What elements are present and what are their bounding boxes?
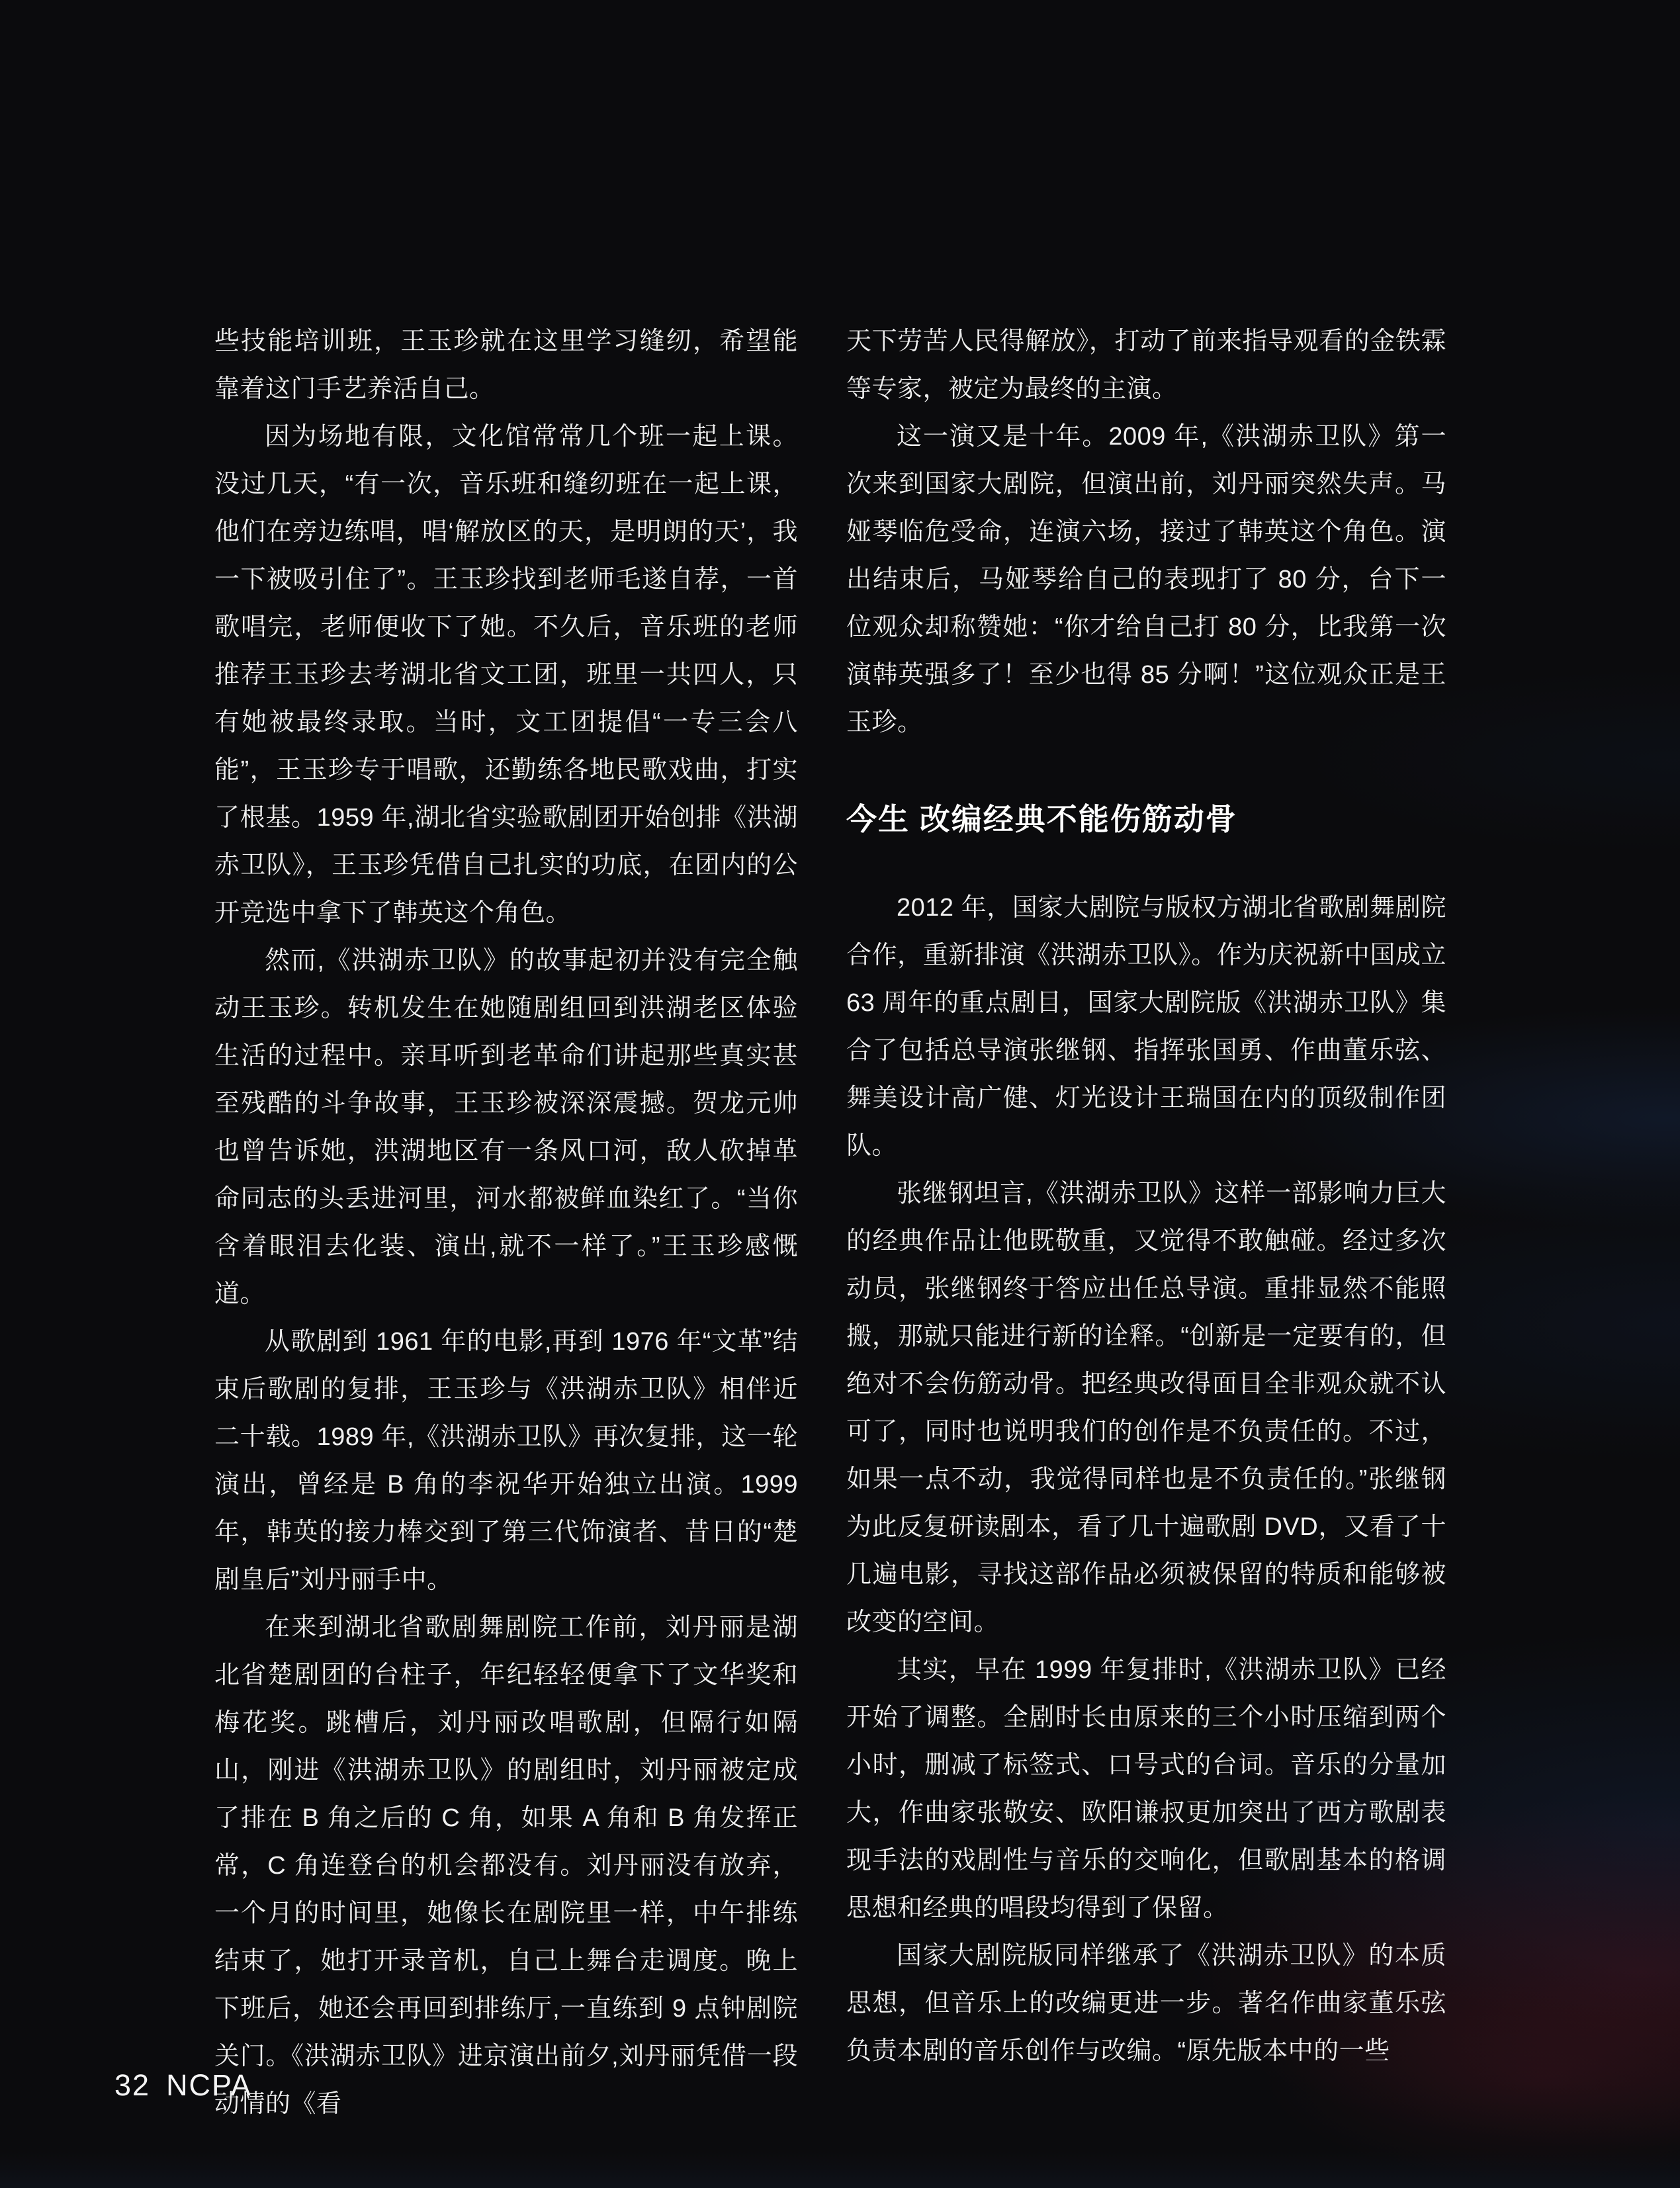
paragraph: 2012 年，国家大剧院与版权方湖北省歌剧舞剧院合作，重新排演《洪湖赤卫队》。作为庆祝新中国成立 63 周年的重点剧目，国家大剧院版《洪湖赤卫队》集合了包括总导演张继钢、指挥张国勇、作曲董乐弦、舞美设计高广健、灯光设计王瑞国在内的顶级制作团队。 — [846, 894, 1446, 1160]
page-number: 32 — [114, 2068, 151, 2102]
section-heading: 今生 改编经典不能伤筋动骨 — [846, 802, 1237, 836]
paragraph: 国家大剧院版同样继承了《洪湖赤卫队》的本质思想，但音乐上的改编更进一步。著名作曲家董乐弦负责本剧的音乐创作与改编。“原先版本中的一些 — [846, 1942, 1446, 2065]
page-footer — [114, 2070, 252, 2101]
magazine-name: NCPA — [166, 2068, 252, 2102]
paragraph: 其实，早在 1999 年复排时,《洪湖赤卫队》已经开始了调整。全剧时长由原来的三个小时压缩到两个小时，删减了标签式、口号式的台词。音乐的分量加大，作曲家张敬安、欧阳谦叔更加突出了西方歌剧表现手法的戏剧性与音乐的交响化，但歌剧基本的格调思想和经典的唱段均得到了保留。 — [846, 1656, 1446, 1922]
paragraph: 张继钢坦言,《洪湖赤卫队》这样一部影响力巨大的经典作品让他既敬重，又觉得不敢触碰。经过多次动员，张继钢终于答应出任总导演。重排显然不能照搬，那就只能进行新的诠释。“创新是一定要有的，但绝对不会伤筋动骨。把经典改得面目全非观众就不认可了，同时也说明我们的创作是不负责任的。不过，如果一点不动，我觉得同样也是不负责任的。”张继钢为此反复研读剧本，看了几十遍歌剧 DVD，又看了十几遍电影，寻找这部作品必须被保留的特质和能够被改变的空间。 — [846, 1180, 1446, 1636]
paragraph: 然而,《洪湖赤卫队》的故事起初并没有完全触动王玉珍。转机发生在她随剧组回到洪湖老区体验生活的过程中。亲耳听到老革命们讲起那些真实甚至残酷的斗争故事，王玉珍被深深震撼。贺龙元帅也曾告诉她，洪湖地区有一条风口河，敌人砍掉革命同志的头丢进河里，河水都被鲜血染红了。“当你含着眼泪去化装、演出,就不一样了。”王玉珍感慨道。 — [214, 947, 798, 1308]
paragraph: 些技能培训班，王玉珍就在这里学习缝纫，希望能靠着这门手艺养活自己。 — [214, 328, 798, 403]
paragraph: 因为场地有限，文化馆常常几个班一起上课。没过几天，“有一次，音乐班和缝纫班在一起上课，他们在旁边练唱，唱‘解放区的天，是明朗的天’，我一下被吸引住了”。王玉珍找到老师毛遂自荐，一首歌唱完，老师便收下了她。不久后，音乐班的老师推荐王玉珍去考湖北省文工团，班里一共四人，只有她被最终录取。当时，文工团提倡“一专三会八能”，王玉珍专于唱歌，还勤练各地民歌戏曲，打实了根基。1959 年,湖北省实验歌剧团开始创排《洪湖赤卫队》，王玉珍凭借自己扎实的功底，在团内的公开竞选中拿下了韩英这个角色。 — [214, 423, 798, 927]
paragraph: 这一演又是十年。2009 年,《洪湖赤卫队》第一次来到国家大剧院，但演出前，刘丹丽突然失声。马娅琴临危受命，连演六场，接过了韩英这个角色。演出结束后，马娅琴给自己的表现打了 80 分，台下一位观众却称赞她：“你才给自己打 80 分，比我第一次演韩英强多了！至少也得 85 分啊！”这位观众正是王玉珍。 — [846, 423, 1446, 736]
article-column-left — [214, 318, 798, 2128]
paragraph: 天下劳苦人民得解放》，打动了前来指导观看的金铁霖等专家，被定为最终的主演。 — [846, 328, 1446, 403]
paragraph: 从歌剧到 1961 年的电影,再到 1976 年“文革”结束后歌剧的复排，王玉珍与《洪湖赤卫队》相伴近二十载。1989 年,《洪湖赤卫队》再次复排，这一轮演出，曾经是 B 角的李祝华开始独立出演。1999 年，韩英的接力棒交到了第三代饰演者、昔日的“楚剧皇后”刘丹丽手中。 — [214, 1328, 798, 1594]
article-column-right — [846, 318, 1446, 2075]
paragraph: 在来到湖北省歌剧舞剧院工作前，刘丹丽是湖北省楚剧团的台柱子，年纪轻轻便拿下了文华奖和梅花奖。跳槽后，刘丹丽改唱歌剧，但隔行如隔山，刚进《洪湖赤卫队》的剧组时，刘丹丽被定成了排在 B 角之后的 C 角，如果 A 角和 B 角发挥正常，C 角连登台的机会都没有。刘丹丽没有放弃，一个月的时间里，她像长在剧院里一样，中午排练结束了，她打开录音机，自己上舞台走调度。晚上下班后，她还会再回到排练厅,一直练到 9 点钟剧院关门。《洪湖赤卫队》进京演出前夕,刘丹丽凭借一段动情的《看 — [214, 1614, 798, 2118]
